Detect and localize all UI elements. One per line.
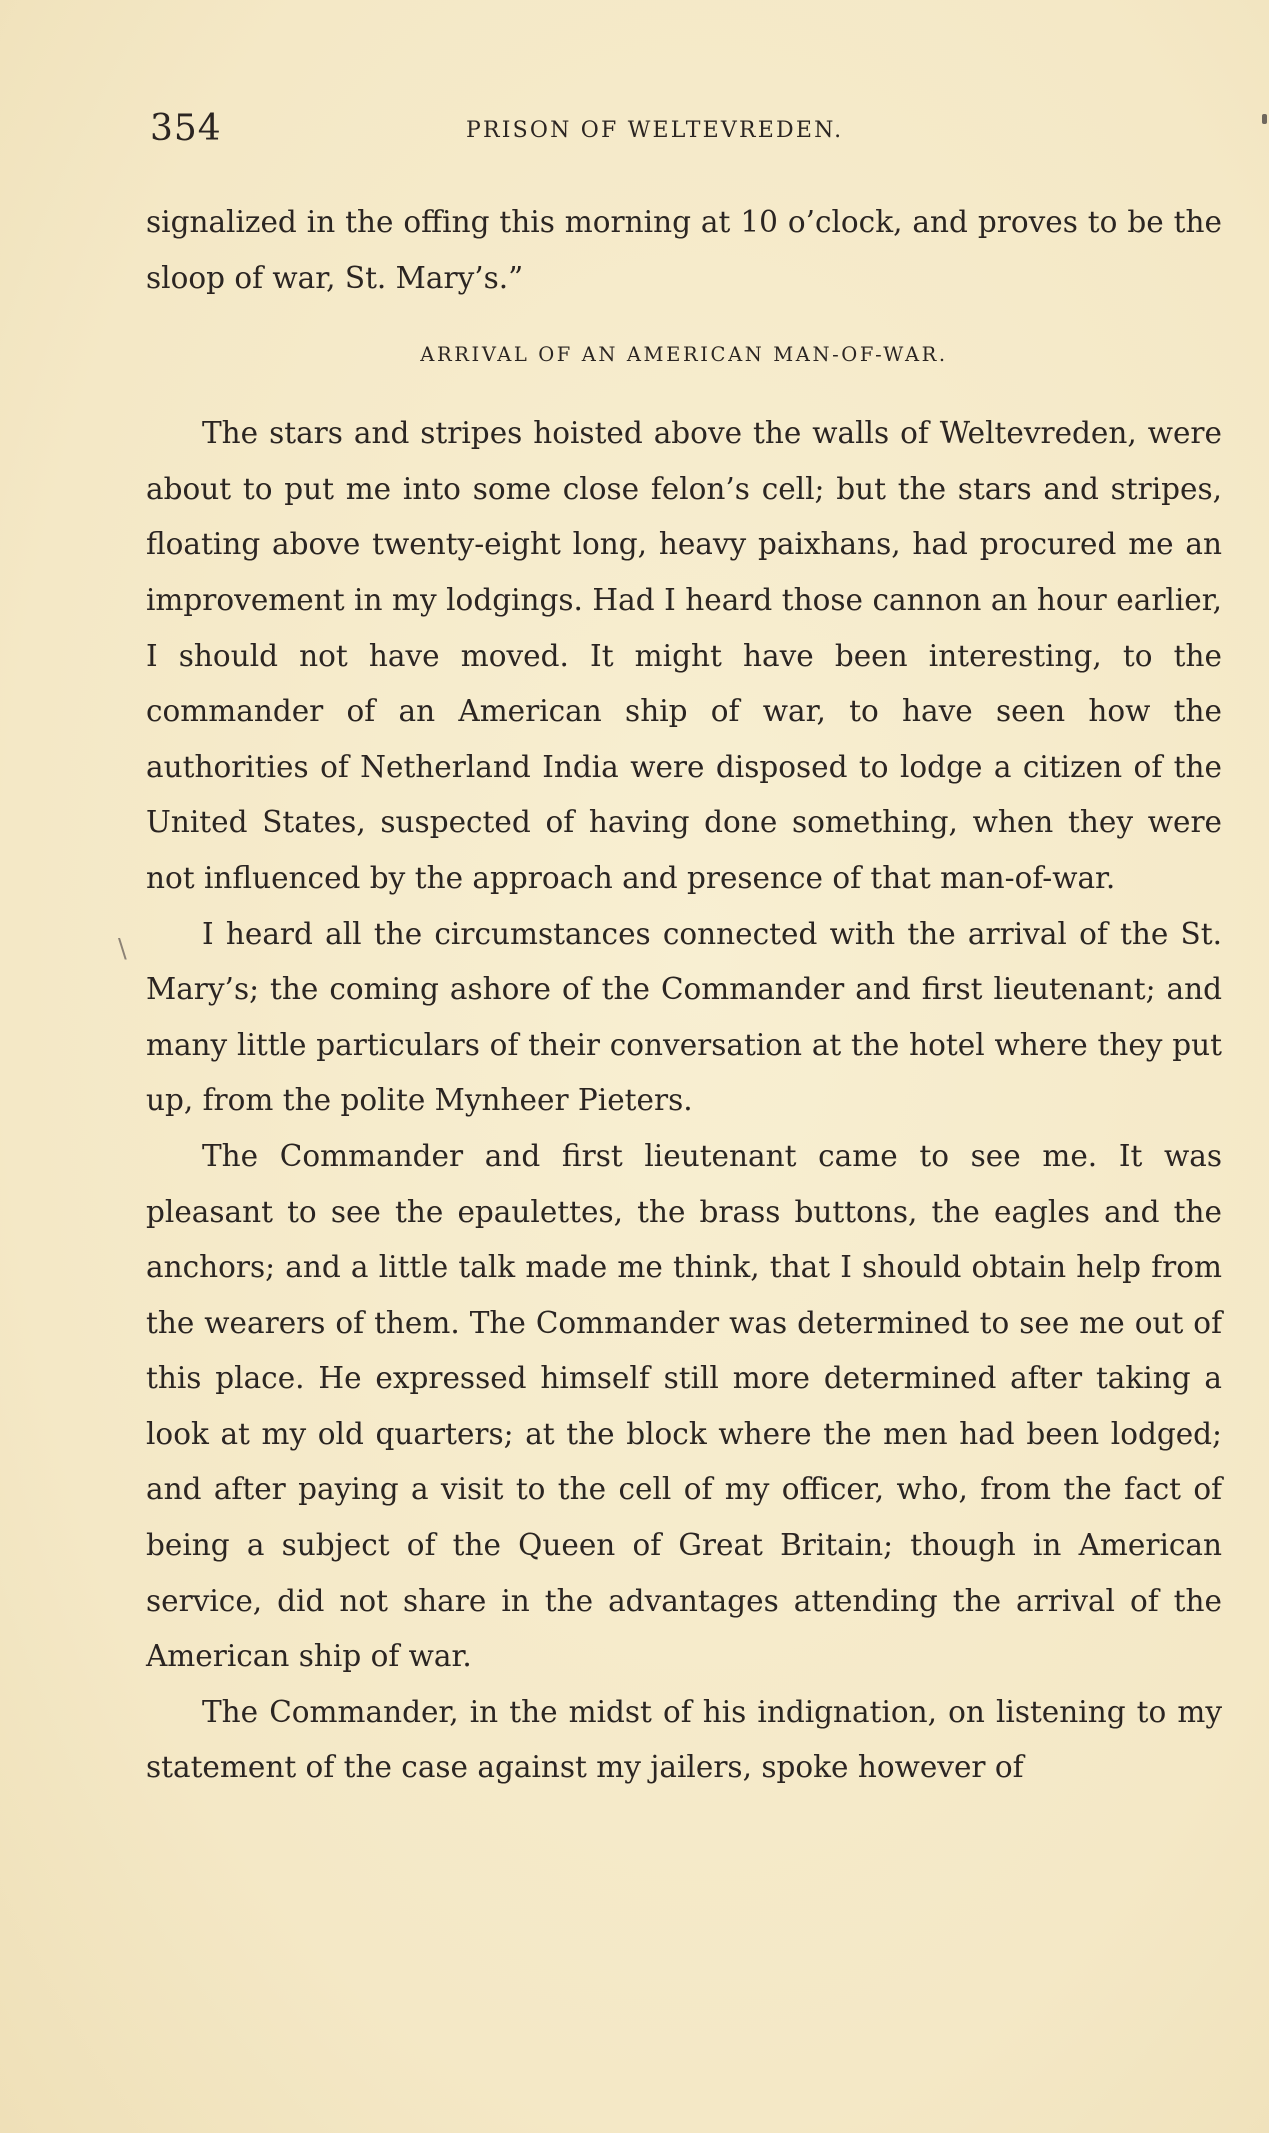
continued-paragraph: signalized in the offing this morning at 10 o’clock, and proves to be the sloop of war, St. Mary’s.”: [146, 205, 1222, 295]
page-number: 354: [150, 108, 222, 149]
section-heading: ARRIVAL OF AN AMERICAN MAN-OF-WAR.: [420, 343, 948, 367]
page-header: [150, 108, 1220, 148]
margin-speck: [1262, 114, 1267, 124]
paragraph: I heard all the circumstances connected with the arrival of the St. Mary’s; the coming ashore of the Commander and first lieutenant; and many little particulars of their conversation at the hotel where they put up, from the polite Mynheer Pieters.: [146, 916, 1222, 1118]
paragraph: The stars and stripes hoisted above the walls of Weltevreden, were about to put me into some close felon’s cell; but the stars and stripes, floating above twenty-eight long, heavy paixhans, had procured me an improvement in my lodgings. Had I heard those cannon an hour earlier, I should not have moved. It might have been interesting, to the commander of an American ship of war, to have seen how the authorities of Netherland India were disposed to lodge a citizen of the United States, suspected of having done something, when they were not influenced by the approach and presence of that man-of-war.: [146, 416, 1222, 895]
running-head: PRISON OF WELTEVREDEN.: [466, 118, 844, 143]
paragraph: The Commander, in the midst of his indignation, on listening to my statement of the case against my jailers, spoke however of: [146, 1694, 1222, 1785]
stray-margin-mark: \: [118, 934, 127, 964]
paragraph: The Commander and first lieutenant came to see me. It was pleasant to see the epaulettes, the brass buttons, the eagles and the anchors; and a little talk made me think, that I should obtain help from the wearers of them. The Commander was determined to see me out of this place. He expressed himself still more determined after taking a look at my old quarters; at the block where the men had been lodged; and after paying a visit to the cell of my officer, who, from the fact of being a subject of the Queen of Great Britain; though in American service, did not share in the advantages attending the arrival of the American ship of war.: [146, 1138, 1222, 1674]
body-text: [146, 195, 1222, 1796]
